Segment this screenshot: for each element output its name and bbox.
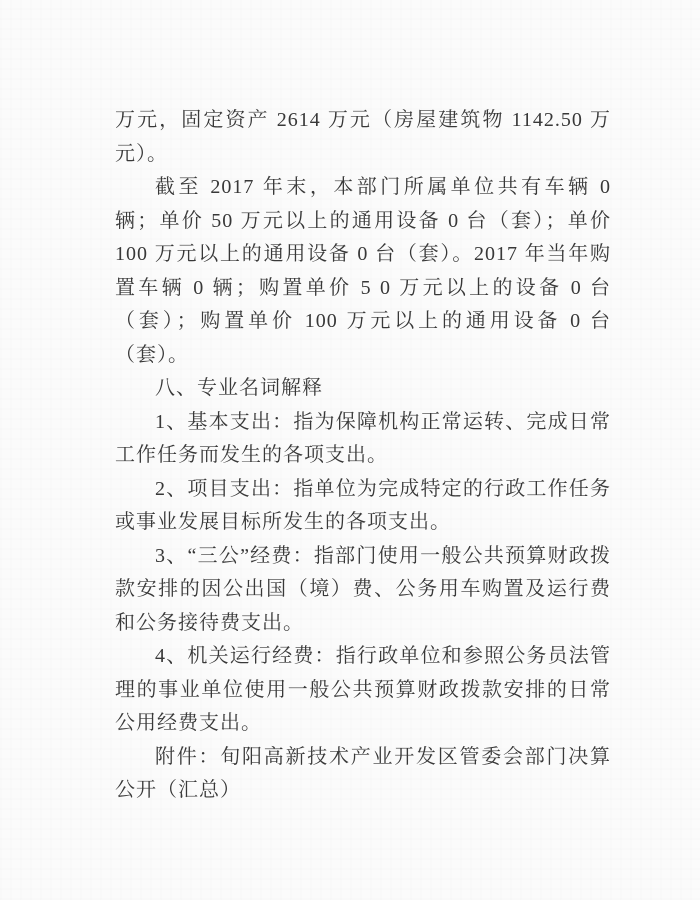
- term-basic-expenditure: 1、基本支出：指为保障机构正常运转、完成日常工作任务而发生的各项支出。: [115, 410, 611, 466]
- section-heading-glossary: 八、专业名词解释: [155, 377, 323, 399]
- term-project-expenditure: 2、项目支出：指单位为完成特定的行政工作任务或事业发展目标所发生的各项支出。: [115, 477, 611, 533]
- vehicles-equipment-paragraph: 截至 2017 年末，本部门所属单位共有车辆 0 辆；单价 50 万元以上的通用设备 0 台（套）；单价 100 万元以上的通用设备 0 台（套）。2017 年当年购置车辆 0 辆；购置单价 5 0 万元以上的设备 0 台（套）；购置单价 100 万元以上的通用设备 0 台（套）。: [115, 176, 611, 366]
- term-agency-operating-funds: 4、机关运行经费：指行政单位和参照公务员法管理的事业单位使用一般公共预算财政拨款安排的日常公用经费支出。: [115, 645, 611, 734]
- attachment-note: 附件：旬阳高新技术产业开发区管委会部门决算公开（汇总）: [115, 745, 611, 801]
- term-three-public-funds: 3、“三公”经费：指部门使用一般公共预算财政拨款安排的因公出国（境）费、公务用车购置及运行费和公务接待费支出。: [115, 544, 611, 634]
- fixed-assets-continuation-paragraph: 万元，固定资产 2614 万元（房屋建筑物 1142.50 万元）。: [115, 109, 611, 165]
- document-body: [115, 104, 611, 808]
